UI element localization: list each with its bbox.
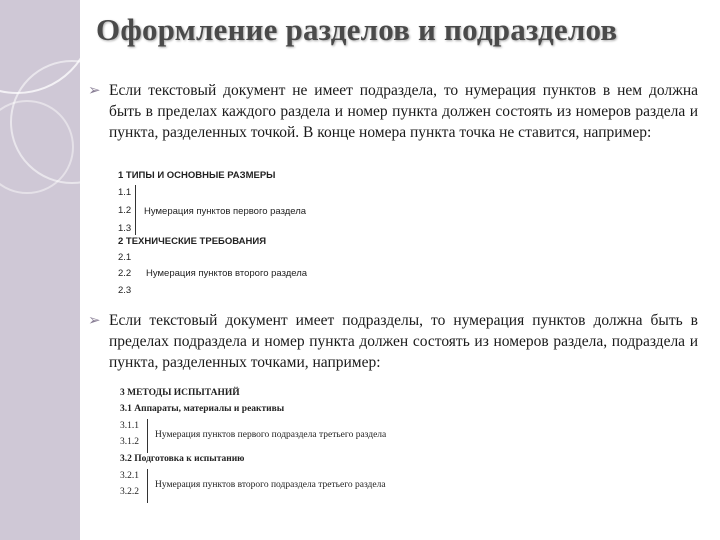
bracket: [147, 419, 148, 453]
item-number: 3.1.2: [120, 437, 139, 447]
sidebar-divider: [80, 0, 83, 540]
bullet-paragraph-1: [88, 80, 698, 143]
item-number: 3.1.1: [120, 421, 139, 431]
bullet-text: Если текстовый документ имеет подразделы, то нумерация пунктов должна быть в пределах подраздела и номер пункта должен состоять из номеров раздела, подраздела и пункта, разделенных точками, например:: [109, 312, 698, 371]
item-number: 3.2.1: [120, 471, 139, 481]
item-caption: Нумерация пунктов второго подраздела третьего раздела: [155, 480, 386, 490]
item-number: 3.2.2: [120, 487, 139, 497]
section-heading: 1 ТИПЫ И ОСНОВНЫЕ РАЗМЕРЫ: [118, 170, 276, 181]
subsection-heading: 3.1 Аппараты, материалы и реактивы: [120, 404, 285, 414]
section-heading: 2 ТЕХНИЧЕСКИЕ ТРЕБОВАНИЯ: [118, 236, 267, 247]
item-caption: Нумерация пунктов первого раздела: [144, 206, 307, 217]
subsection-heading: 3.2 Подготовка к испытанию: [120, 454, 245, 464]
bracket: [147, 469, 148, 503]
item-number: 1.3: [118, 223, 132, 234]
slide-title: Оформление разделов и подразделов: [96, 12, 618, 47]
item-number: 1.2: [118, 205, 132, 216]
item-number: 2.2: [118, 268, 132, 279]
item-number: 1.1: [118, 187, 132, 198]
arrow-bullet-icon: ➢: [88, 311, 101, 329]
bracket: [135, 185, 136, 235]
bullet-paragraph-2: [88, 310, 698, 373]
section-heading: 3 МЕТОДЫ ИСПЫТАНИЙ: [120, 388, 240, 398]
item-number: 2.1: [118, 252, 132, 263]
decorative-sidebar: [0, 0, 80, 540]
item-caption: Нумерация пунктов первого подраздела третьего раздела: [155, 430, 387, 440]
item-number: 2.3: [118, 285, 132, 296]
item-caption: Нумерация пунктов второго раздела: [146, 268, 308, 279]
bullet-text: Если текстовый документ не имеет подраздела, то нумерация пунктов в нем должна быть в пределах каждого раздела и номер пункта должен состоять из номеров раздела и пункта, разделенных точкой. В конце номера пункта точка не ставится, например:: [109, 82, 698, 141]
arrow-bullet-icon: ➢: [88, 81, 101, 99]
